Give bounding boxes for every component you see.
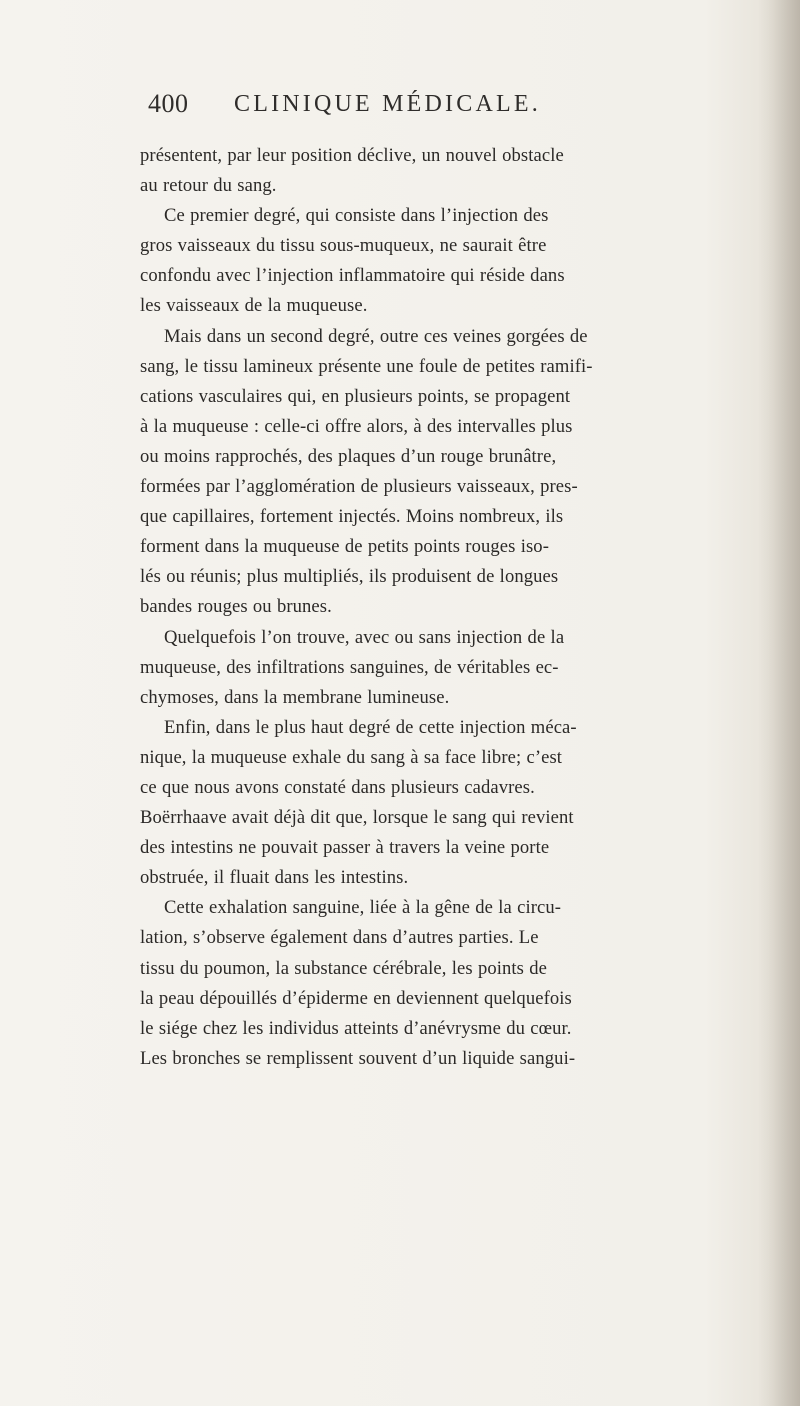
text-line-23: Boërrhaave avait déjà dit que, lorsque le sang qui revient (140, 807, 574, 829)
text-line-20: Enfin, dans le plus haut degré de cette injection méca- (164, 716, 577, 738)
text-line-26: Cette exhalation sanguine, liée à la gêne de la circu- (164, 897, 562, 919)
text-line-10: à la muqueuse : celle-ci offre alors, à des intervalles plus (140, 415, 573, 437)
text-line-25: obstruée, il fluait dans les intestins. (140, 867, 409, 889)
text-line-8: sang, le tissu lamineux présente une foule de petites ramifi- (140, 355, 593, 377)
text-line-9: cations vasculaires qui, en plusieurs points, se propagent (140, 385, 571, 407)
text-line-30: le siége chez les individus atteints d’anévrysme du cœur. (140, 1017, 572, 1039)
page-header (148, 86, 668, 128)
text-line-29: la peau dépouillés d’épiderme en deviennent quelquefois (140, 987, 572, 1009)
text-line-1: présentent, par leur position déclive, un nouvel obstacle (140, 145, 564, 166)
text-line-16: bandes rouges ou brunes. (140, 596, 332, 618)
text-line-3: Ce premier degré, qui consiste dans l’injection des (164, 205, 549, 227)
text-line-4: gros vaisseaux du tissu sous-muqueux, ne saurait être (140, 235, 547, 257)
text-line-18: muqueuse, des infiltrations sanguines, de véritables ec- (140, 656, 559, 678)
text-line-17: Quelquefois l’on trouve, avec ou sans injection de la (164, 626, 565, 648)
text-line-11: ou moins rapprochés, des plaques d’un rouge brunâtre, (140, 445, 557, 467)
text-line-7: Mais dans un second degré, outre ces veines gorgées de (164, 325, 588, 347)
text-line-31: Les bronches se remplissent souvent d’un liquide sangui- (140, 1047, 576, 1069)
page-edge-shadow (758, 0, 800, 1406)
page-body-text (140, 141, 732, 1074)
text-line-19: chymoses, dans la membrane lumineuse. (140, 686, 450, 708)
text-line-12: formées par l’agglomération de plusieurs vaisseaux, pres- (140, 476, 578, 498)
text-line-27: lation, s’observe également dans d’autres parties. Le (140, 927, 539, 949)
text-line-28: tissu du poumon, la substance cérébrale, les points de (140, 957, 548, 979)
text-line-22: ce que nous avons constaté dans plusieurs cadavres. (140, 776, 535, 798)
running-title: CLINIQUE MÉDICALE. (234, 91, 541, 117)
text-line-6: les vaisseaux de la muqueuse. (140, 295, 368, 317)
text-line-2: au retour du sang. (140, 175, 277, 197)
text-line-13: que capillaires, fortement injectés. Moins nombreux, ils (140, 506, 564, 528)
text-line-15: lés ou réunis; plus multipliés, ils produisent de longues (140, 566, 559, 588)
text-line-5: confondu avec l’injection inflammatoire qui réside dans (140, 265, 565, 287)
text-line-24: des intestins ne pouvait passer à travers la veine porte (140, 837, 550, 859)
page-number: 400 (148, 89, 189, 118)
text-line-21: nique, la muqueuse exhale du sang à sa face libre; c’est (140, 746, 563, 768)
text-line-14: forment dans la muqueuse de petits points rouges iso- (140, 536, 549, 558)
